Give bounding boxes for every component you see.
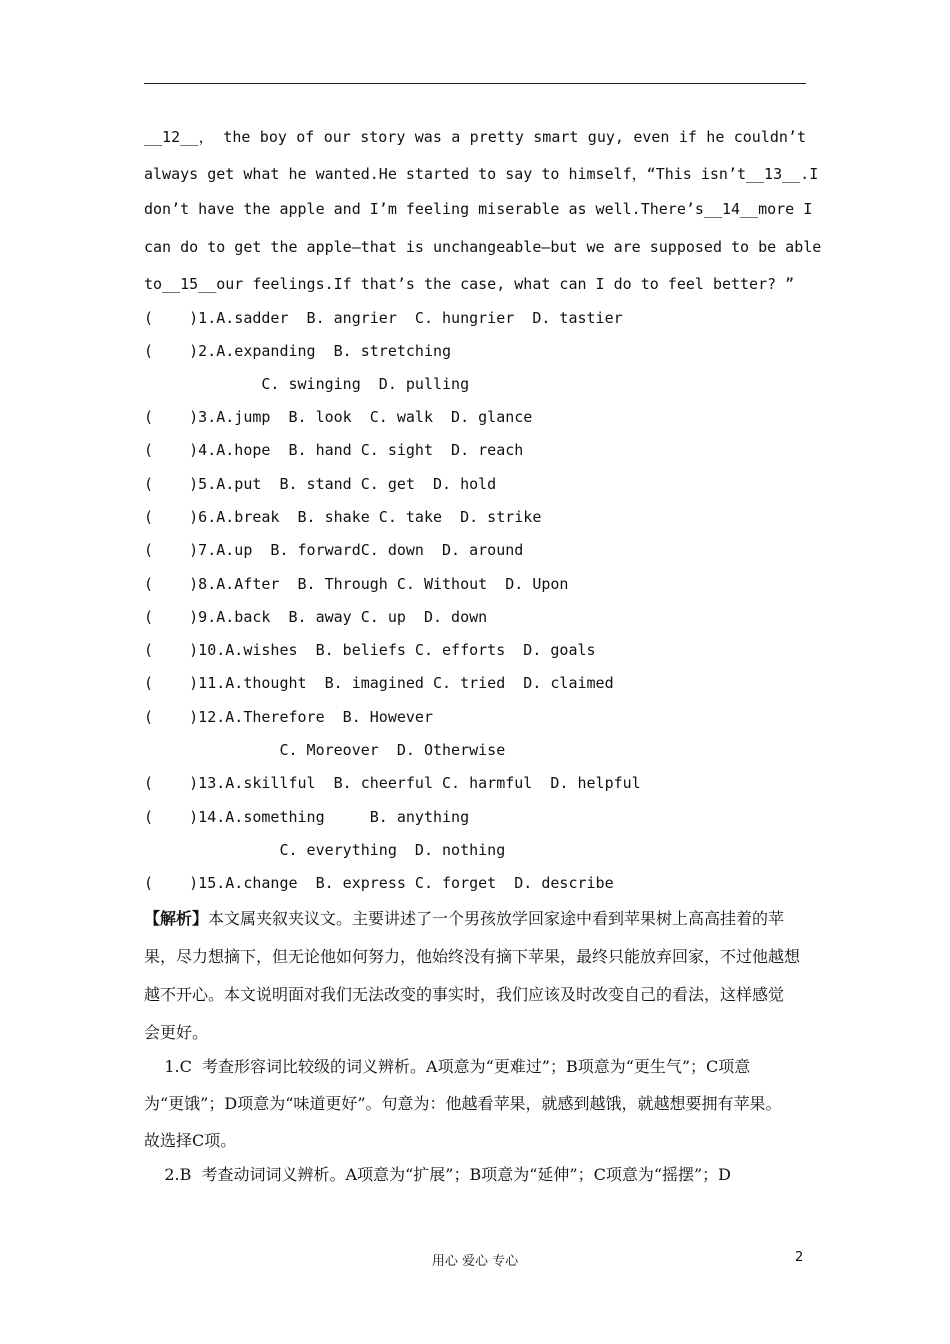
question-item: ( )11.A.thought B. imagined C. tried D. claimed [144, 674, 614, 692]
analysis-line: 会更好。 [144, 1023, 209, 1042]
question-item: ( )13.A.skillful B. cheerful C. harmful D. helpful [144, 774, 641, 792]
question-item: ( )14.A.something B. anything [144, 808, 470, 826]
answer-explanation-line: 为“更饿”；D项意为“味道更好”。句意为：他越看苹果，就感到越饿，就越想要拥有苹果。 [144, 1094, 782, 1113]
answer-explanation-line: 故选择C项。 [144, 1131, 237, 1150]
passage-line: always get what he wanted.He started to say to himself，“This isn’t__13__.I [144, 165, 819, 183]
passage-line: don’t have the apple and I’m feeling miserable as well.There’s__14__more I [144, 200, 813, 218]
question-item: ( )10.A.wishes B. beliefs C. efforts D. goals [144, 641, 596, 659]
analysis-text: 本文属夹叙夹议文。主要讲述了一个男孩放学回家途中看到苹果树上高高挂着的苹 [208, 909, 785, 928]
passage-line: __12__， the boy of our story was a pretty smart guy, even if he couldn’t [144, 128, 806, 146]
question-item: ( )12.A.Therefore B. However [144, 708, 433, 726]
analysis-label: 【解析】 [144, 909, 209, 928]
question-item-continued: C. everything D. nothing [144, 841, 506, 859]
question-item: ( )9.A.back B. away C. up D. down [144, 608, 488, 626]
question-item: ( )6.A.break B. shake C. take D. strike [144, 508, 542, 526]
passage-line: can do to get the apple—that is unchangeable—but we are supposed to be able [144, 238, 822, 256]
question-item: ( )4.A.hope B. hand C. sight D. reach [144, 441, 524, 459]
question-item-continued: C. Moreover D. Otherwise [144, 741, 506, 759]
question-item: ( )8.A.After B. Through C. Without D. Upon [144, 575, 569, 593]
question-item: ( )1.A.sadder B. angrier C. hungrier D. tastier [144, 309, 623, 327]
question-item: ( )7.A.up B. forwardC. down D. around [144, 541, 524, 559]
analysis-line: 越不开心。本文说明面对我们无法改变的事实时，我们应该及时改变自己的看法，这样感觉 [144, 985, 785, 1004]
question-item: ( )5.A.put B. stand C. get D. hold [144, 475, 497, 493]
page-number: 2 [795, 1250, 804, 1265]
question-item-continued: C. swinging D. pulling [144, 375, 470, 393]
analysis-line: 果，尽力想摘下，但无论他如何努力，他始终没有摘下苹果，最终只能放弃回家，不过他越想 [144, 947, 801, 966]
analysis-line [144, 906, 806, 929]
answer-explanation-line: 1.C 考查形容词比较级的词义辨析。A项意为“更难过”；B项意为“更生气”；C项意 [144, 1057, 751, 1076]
question-item: ( )15.A.change B. express C. forget D. describe [144, 874, 614, 892]
passage-line: to__15__our feelings.If that’s the case, what can I do to feel better? ” [144, 275, 795, 293]
answer-explanation-line: 2.B 考查动词词义辨析。A项意为“扩展”；B项意为“延伸”；C项意为“摇摆”；D [144, 1165, 732, 1184]
footer-text: 用心 爱心 专心 [431, 1254, 519, 1269]
question-item: ( )2.A.expanding B. stretching [144, 342, 452, 360]
question-item: ( )3.A.jump B. look C. walk D. glance [144, 408, 533, 426]
header-rule [144, 83, 806, 84]
